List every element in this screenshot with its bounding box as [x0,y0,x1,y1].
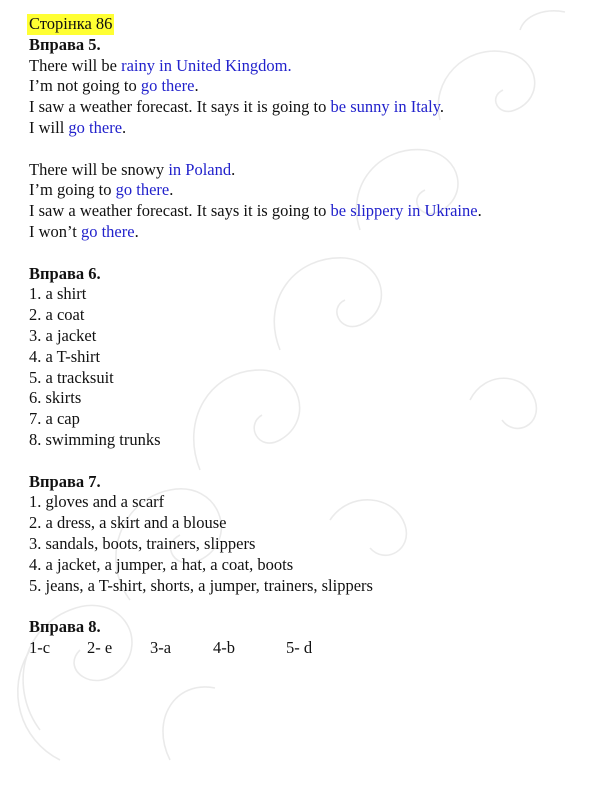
spacer [29,243,604,264]
spacer [29,451,604,472]
ex6-item-8: 8. swimming trunks [29,429,161,449]
ex7-item-3: 3. sandals, boots, trainers, slippers [29,533,256,553]
ex5-g2-line-4: I won’t go there. [29,221,139,241]
page-label: Сторінка 86 [29,14,113,33]
exercise-5-heading: Вправа 5. [29,34,101,54]
ex8-answer-3: 3-a [150,637,172,657]
ex5-g1-line-2: I’m not going to go there. [29,76,199,96]
ex8-answer-4: 4-b [213,637,235,657]
spacer [29,139,604,160]
ex7-item-2: 2. a dress, a skirt and a blouse [29,513,227,533]
answer-page [29,14,604,659]
ex7-item-5: 5. jeans, a T-shirt, shorts, a jumper, trainers, slippers [29,575,373,595]
ex8-answer-2: 2- e [87,637,113,657]
ex6-item-5: 5. a tracksuit [29,367,114,387]
ex5-g2-line-1: There will be snowy in Poland. [29,159,236,179]
ex5-g1-line-1: There will be rainy in United Kingdom. [29,55,292,75]
page-label-line [29,14,604,35]
ex8-answer-1: 1-c [29,637,51,657]
ex6-item-7: 7. a cap [29,409,80,429]
ex7-item-4: 4. a jacket, a jumper, a hat, a coat, boots [29,554,294,574]
ex5-g1-line-3: I saw a weather forecast. It says it is going to be sunny in Italy. [29,97,444,117]
ex8-answer-5: 5- d [286,637,313,657]
spacer [29,596,604,617]
ex5-g1-line-4: I will go there. [29,117,127,137]
ex6-item-2: 2. a coat [29,305,85,325]
ex8-answers [29,638,604,659]
ex6-item-3: 3. a jacket [29,325,97,345]
exercise-6-heading: Вправа 6. [29,263,101,283]
ex6-item-1: 1. a shirt [29,284,87,304]
ex6-item-6: 6. skirts [29,388,82,408]
ex6-item-4: 4. a T-shirt [29,346,101,366]
exercise-7-heading: Вправа 7. [29,471,101,491]
ex7-item-1: 1. gloves and a scarf [29,492,165,512]
ex5-g2-line-3: I saw a weather forecast. It says it is going to be slippery in Ukraine. [29,201,482,221]
exercise-8-heading: Вправа 8. [29,617,101,637]
ex5-g2-line-2: I’m going to go there. [29,180,174,200]
